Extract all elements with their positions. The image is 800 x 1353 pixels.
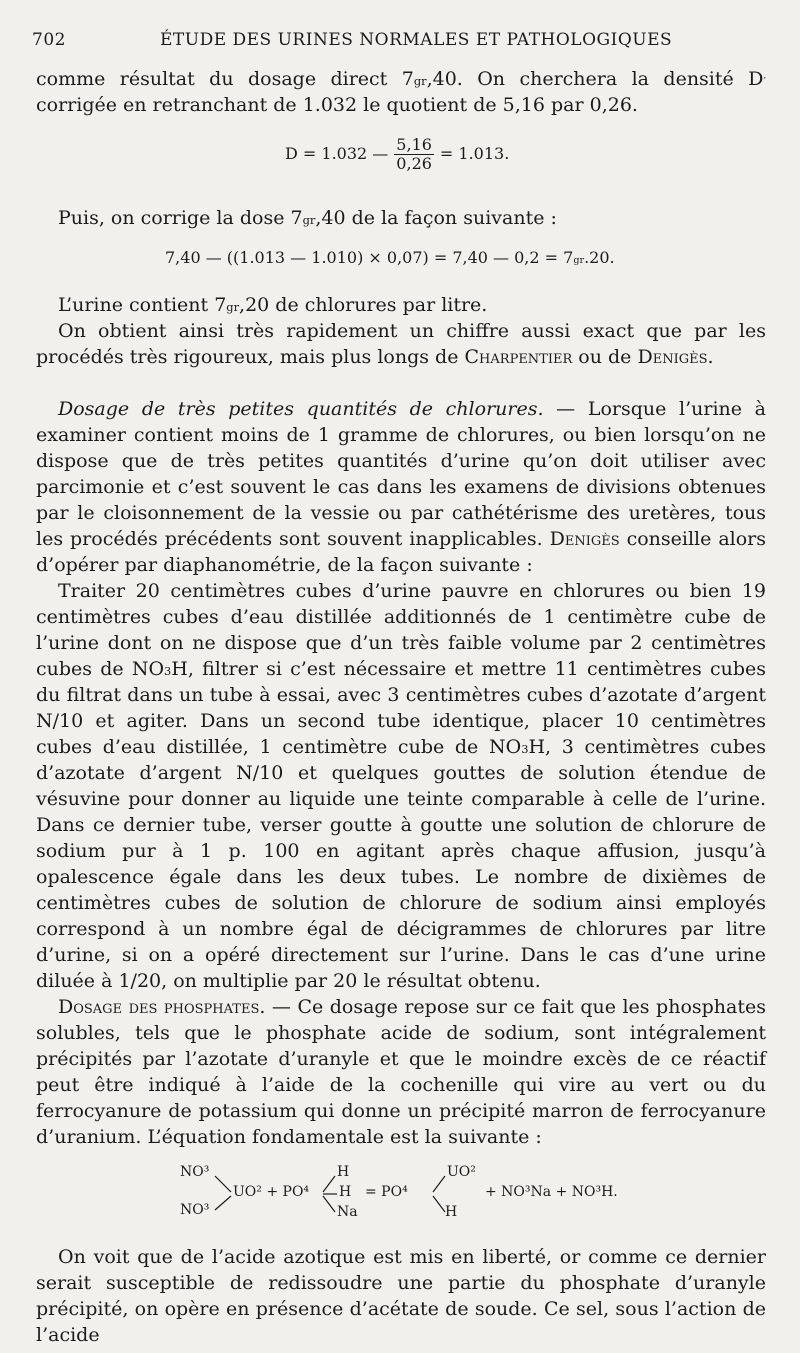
running-title: ÉTUDE DES URINES NORMALES ET PATHOLOGIQUES — [160, 30, 673, 50]
chemical-equation: NO³ NO³ UO² + PO⁴ H H Na = PO⁴ UO² H + NO³Na + NO³H. — [175, 1162, 675, 1226]
paragraph-procedure: Traiter 20 centimètres cubes d’urine pauvre en chlorures ou bien 19 centimètres cubes d’eau distillée additionnés de 1 centimètre cube de l’urine dont on ne dispose que d’un très faible volume par 2 centimètres cubes de $NO^3H$, filtrer si c’est nécessaire et mettre 11 centimètres cubes du filtrat dans un tube à essai, avec 3 centimètres cubes d’azotate d’argent N/10 et agiter. Dans un second tube identique, placer 10 centimètres cubes d’eau distillée, 1 centimètre cube de $NO^3H$, 3 centimètres cubes d’azotate d’argent N/10 et quelques gouttes de solution étendue de vésuvine pour donner au liquide une teinte comparable à celle de l’urine. Dans ce dernier tube, verser goutte à goutte une solution de chlorure de sodium pur à 1 p. 100 en agitant après chaque affusion, jusqu’à opalescence égale dans les deux tubes. Le nombre de dixièmes de centimètres cubes de solution de chlorure de sodium ainsi employés correspond à un nombre égal de décigrammes de chlorures par litre d’urine, si on a opéré directement sur l’urine. Dans le cas d’une urine diluée à 1/20, on multiplie par 20 le résultat obtenu. — [36, 580, 766, 992]
paragraph-correction: Puis, on corrige la dose $7^{gr},40$ de la façon suivante : — [58, 207, 557, 229]
paragraph-density: comme résultat du dosage direct $7^{gr},40$. On cherchera la densité D′ corrigée en retranchant de 1.032 le quotient de 5,16 par 0,26. — [36, 68, 766, 116]
equation-correction: 7,40 — ((1.013 — 1.010) × 0,07) = 7,40 — $0,2 = 7^{gr}.20$. — [165, 248, 615, 267]
section-heading-phosphates: Dosage des phosphates. — [58, 996, 266, 1018]
page-number: 702 — [32, 30, 66, 50]
paragraph-phosphates: Dosage des phosphates. — Ce dosage repose sur ce fait que les phosphates solubles, tels que le phosphate acide de sodium, sont intégralement précipités par l’azotate d’uranyle et que le moindre excès de ce réactif peut être indiqué à l’aide de la cochenille qui vire au vert ou du ferrocyanure de potassium qui donne un précipité marron de ferrocyanure d’uranium. L’équation fondamentale est la suivante : — [36, 996, 766, 1148]
equation-density: D = 1.032 — $\frac{5,16}{0,26}$ = 1.013. — [285, 135, 510, 173]
paragraph-small-chlorides: Dosage de très petites quantités de chlorures. — Lorsque l’urine à examiner contient moins de 1 gramme de chlorures, ou bien lorsqu’on ne dispose que de très petites quantités d’urine qu’on doit utiliser avec parcimonie et c’est souvent le cas dans les examens de divisions obtenues par le cloisonnement de la vessie ou par cathétérisme des uretères, tous les procédés précédents sont souvent inapplicables. Denigès conseille alors d’opérer par diaphanométrie, de la façon suivante : — [36, 398, 767, 576]
paragraph-nitric-acid: On voit que de l’acide azotique est mis en liberté, or comme ce dernier serait susceptible de redissoudre une partie du phosphate d’uranyle précipité, on opère en présence d’acétate de soude. Ce sel, sous l’action de l’acide — [36, 1246, 766, 1346]
paragraph-result: L’urine contient $7^{gr},20$ de chlorures par litre. — [58, 294, 488, 316]
author-charpentier: Charpentier — [464, 346, 573, 368]
author-deniges: Denigès — [637, 346, 708, 368]
paragraph-methods: On obtient ainsi très rapidement un chiffre aussi exact que par les procédés très rigoureux, mais plus longs de Charpentier ou de Denigès. — [36, 320, 766, 368]
section-heading-chlorides: Dosage de très petites quantités de chlorures. — [58, 398, 544, 420]
running-header — [32, 30, 772, 56]
